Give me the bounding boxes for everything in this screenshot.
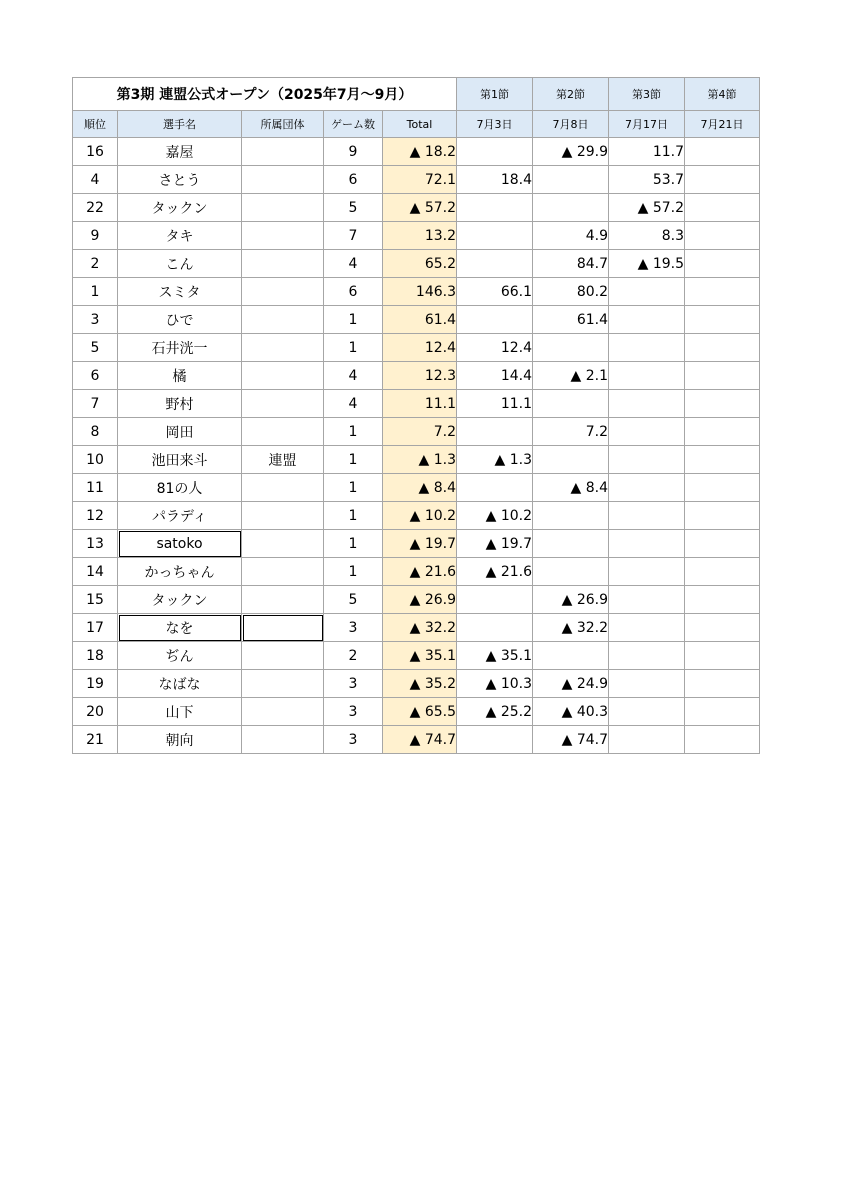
rank-cell: 4 [73,166,118,194]
team-cell [242,138,324,166]
team-cell [242,390,324,418]
date-4-score-cell [685,446,760,474]
games-cell: 6 [324,166,383,194]
total-cell: ▲ 35.1 [383,642,457,670]
team-cell [242,670,324,698]
rank-cell: 13 [73,530,118,558]
team-cell [242,502,324,530]
table-row [73,642,760,670]
rank-cell: 12 [73,502,118,530]
date-3-score-cell [609,334,685,362]
date-4-score-cell [685,726,760,754]
table-row [73,278,760,306]
table-row [73,698,760,726]
rank-cell: 21 [73,726,118,754]
team-cell [242,698,324,726]
team-cell [242,278,324,306]
date-1-score-cell [457,474,533,502]
team-cell [242,726,324,754]
table-row [73,614,760,642]
player-name-cell: タックン [118,586,242,614]
team-cell [242,306,324,334]
games-cell: 3 [324,726,383,754]
total-cell: ▲ 57.2 [383,194,457,222]
rank-cell: 17 [73,614,118,642]
total-cell: 13.2 [383,222,457,250]
total-cell: 12.3 [383,362,457,390]
date-3-score-cell [609,474,685,502]
team-cell [242,530,324,558]
games-cell: 3 [324,614,383,642]
date-1-score-cell [457,586,533,614]
date-4-score-cell [685,362,760,390]
date-3-score-cell [609,670,685,698]
date-4-score-cell [685,502,760,530]
rank-cell: 11 [73,474,118,502]
date-3-score-cell [609,390,685,418]
date-1-score-cell [457,194,533,222]
table-row [73,334,760,362]
date-4-score-cell [685,530,760,558]
date-4-score-cell [685,390,760,418]
table-row [73,222,760,250]
date-3-score-cell [609,446,685,474]
games-cell: 2 [324,642,383,670]
date-4-score-cell [685,278,760,306]
header-total: Total [383,111,457,138]
date-1-score-cell [457,250,533,278]
date-1-score-cell [457,138,533,166]
player-name-cell: ぢん [118,642,242,670]
date-4-score-cell [685,586,760,614]
date-2-score-cell: ▲ 24.9 [533,670,609,698]
rank-cell: 16 [73,138,118,166]
date-3-score-cell [609,502,685,530]
team-cell [242,194,324,222]
date-1-score-cell: 11.1 [457,390,533,418]
table-row [73,166,760,194]
player-name-cell: 池田来斗 [118,446,242,474]
team-cell [242,558,324,586]
date-1-score-cell [457,306,533,334]
rank-cell: 9 [73,222,118,250]
player-name-cell: 岡田 [118,418,242,446]
date-2-score-cell [533,194,609,222]
rank-cell: 5 [73,334,118,362]
team-cell [242,166,324,194]
date-2-score-cell [533,166,609,194]
total-cell: ▲ 8.4 [383,474,457,502]
table-row [73,250,760,278]
table-row [73,558,760,586]
total-cell: 7.2 [383,418,457,446]
table-row [73,530,760,558]
date-4-score-cell [685,194,760,222]
date-4-score-cell [685,250,760,278]
header-date-3: 7月17日 [609,111,685,138]
team-cell [242,250,324,278]
total-cell: 146.3 [383,278,457,306]
date-3-score-cell: ▲ 57.2 [609,194,685,222]
player-name-cell: 野村 [118,390,242,418]
games-cell: 1 [324,558,383,586]
team-cell [242,418,324,446]
player-name-cell: 石井洸一 [118,334,242,362]
games-cell: 9 [324,138,383,166]
date-1-score-cell: 14.4 [457,362,533,390]
player-name-cell: 81の人 [118,474,242,502]
date-4-score-cell [685,138,760,166]
total-cell: 61.4 [383,306,457,334]
games-cell: 5 [324,194,383,222]
total-cell: ▲ 74.7 [383,726,457,754]
player-name-cell: タキ [118,222,242,250]
total-cell: ▲ 18.2 [383,138,457,166]
team-cell [242,614,324,642]
total-cell: ▲ 32.2 [383,614,457,642]
team-cell [242,586,324,614]
rank-cell: 18 [73,642,118,670]
date-3-score-cell [609,306,685,334]
rank-cell: 2 [73,250,118,278]
date-4-score-cell [685,670,760,698]
date-2-score-cell [533,390,609,418]
date-2-score-cell: 80.2 [533,278,609,306]
date-2-score-cell: ▲ 8.4 [533,474,609,502]
section-2-header: 第2節 [533,78,609,111]
date-3-score-cell: 53.7 [609,166,685,194]
section-4-header: 第4節 [685,78,760,111]
date-4-score-cell [685,306,760,334]
date-3-score-cell [609,726,685,754]
player-name-cell: なばな [118,670,242,698]
date-4-score-cell [685,418,760,446]
player-name-cell: ひで [118,306,242,334]
player-name-cell: 橘 [118,362,242,390]
date-2-score-cell [533,334,609,362]
games-cell: 1 [324,306,383,334]
player-name-cell: 朝向 [118,726,242,754]
team-cell [242,642,324,670]
date-4-score-cell [685,334,760,362]
date-3-score-cell [609,698,685,726]
date-4-score-cell [685,614,760,642]
header-games: ゲーム数 [324,111,383,138]
table-row [73,446,760,474]
games-cell: 1 [324,530,383,558]
date-2-score-cell [533,642,609,670]
date-3-score-cell [609,278,685,306]
rank-cell: 10 [73,446,118,474]
table-row [73,474,760,502]
header-team: 所属団体 [242,111,324,138]
date-3-score-cell: 8.3 [609,222,685,250]
games-cell: 1 [324,502,383,530]
standings-table [72,77,760,754]
date-4-score-cell [685,474,760,502]
games-cell: 4 [324,362,383,390]
section-1-header: 第1節 [457,78,533,111]
date-2-score-cell: ▲ 32.2 [533,614,609,642]
date-4-score-cell [685,222,760,250]
date-3-score-cell [609,418,685,446]
date-2-score-cell [533,446,609,474]
date-1-score-cell: ▲ 10.2 [457,502,533,530]
team-cell [242,334,324,362]
team-cell: 連盟 [242,446,324,474]
player-name-cell: さとう [118,166,242,194]
player-name-cell: 山下 [118,698,242,726]
games-cell: 3 [324,670,383,698]
date-1-score-cell [457,614,533,642]
date-1-score-cell: ▲ 21.6 [457,558,533,586]
games-cell: 1 [324,334,383,362]
date-1-score-cell: ▲ 1.3 [457,446,533,474]
date-3-score-cell: 11.7 [609,138,685,166]
date-2-score-cell [533,530,609,558]
date-2-score-cell: ▲ 2.1 [533,362,609,390]
rank-cell: 3 [73,306,118,334]
games-cell: 6 [324,278,383,306]
rank-cell: 15 [73,586,118,614]
date-4-score-cell [685,166,760,194]
player-name-cell: かっちゃん [118,558,242,586]
table-row [73,502,760,530]
table-row [73,726,760,754]
date-2-score-cell: 84.7 [533,250,609,278]
date-3-score-cell [609,558,685,586]
header-date-1: 7月3日 [457,111,533,138]
team-cell [242,474,324,502]
games-cell: 1 [324,446,383,474]
games-cell: 1 [324,474,383,502]
table-row [73,194,760,222]
total-cell: 72.1 [383,166,457,194]
date-3-score-cell [609,362,685,390]
title-row [73,78,760,111]
games-cell: 3 [324,698,383,726]
date-1-score-cell [457,222,533,250]
table-row [73,670,760,698]
header-row [73,111,760,138]
games-cell: 1 [324,418,383,446]
player-name-cell: こん [118,250,242,278]
total-cell: ▲ 35.2 [383,670,457,698]
total-cell: ▲ 1.3 [383,446,457,474]
team-cell [242,222,324,250]
date-1-score-cell: ▲ 25.2 [457,698,533,726]
total-cell: 12.4 [383,334,457,362]
team-cell [242,362,324,390]
total-cell: ▲ 26.9 [383,586,457,614]
date-2-score-cell [533,502,609,530]
date-1-score-cell: ▲ 10.3 [457,670,533,698]
table-row [73,138,760,166]
date-2-score-cell: ▲ 26.9 [533,586,609,614]
section-3-header: 第3節 [609,78,685,111]
date-2-score-cell: ▲ 29.9 [533,138,609,166]
player-name-cell: パラディ [118,502,242,530]
date-3-score-cell [609,614,685,642]
table-row [73,362,760,390]
rank-cell: 14 [73,558,118,586]
date-1-score-cell: ▲ 19.7 [457,530,533,558]
date-2-score-cell: 7.2 [533,418,609,446]
total-cell: ▲ 65.5 [383,698,457,726]
header-date-2: 7月8日 [533,111,609,138]
player-name-cell: 嘉屋 [118,138,242,166]
date-2-score-cell: 61.4 [533,306,609,334]
header-rank: 順位 [73,111,118,138]
date-4-score-cell [685,642,760,670]
date-4-score-cell [685,558,760,586]
rank-cell: 19 [73,670,118,698]
header-player-name: 選手名 [118,111,242,138]
games-cell: 7 [324,222,383,250]
table-row [73,390,760,418]
date-2-score-cell [533,558,609,586]
date-4-score-cell [685,698,760,726]
total-cell: ▲ 10.2 [383,502,457,530]
table-row [73,418,760,446]
table-title: 第3期 連盟公式オープン（2025年7月～9月） [73,78,457,111]
player-name-cell: タックン [118,194,242,222]
player-name-cell: なを [118,614,242,642]
games-cell: 5 [324,586,383,614]
games-cell: 4 [324,390,383,418]
player-name-cell: スミタ [118,278,242,306]
total-cell: ▲ 21.6 [383,558,457,586]
rank-cell: 1 [73,278,118,306]
total-cell: ▲ 19.7 [383,530,457,558]
date-1-score-cell: 66.1 [457,278,533,306]
rank-cell: 7 [73,390,118,418]
date-2-score-cell: ▲ 40.3 [533,698,609,726]
date-1-score-cell: 12.4 [457,334,533,362]
rank-cell: 8 [73,418,118,446]
date-2-score-cell: 4.9 [533,222,609,250]
date-3-score-cell [609,642,685,670]
date-2-score-cell: ▲ 74.7 [533,726,609,754]
rank-cell: 20 [73,698,118,726]
total-cell: 65.2 [383,250,457,278]
table-row [73,306,760,334]
date-3-score-cell: ▲ 19.5 [609,250,685,278]
date-1-score-cell [457,726,533,754]
games-cell: 4 [324,250,383,278]
date-1-score-cell: 18.4 [457,166,533,194]
player-name-cell: satoko [118,530,242,558]
header-date-4: 7月21日 [685,111,760,138]
rank-cell: 6 [73,362,118,390]
date-1-score-cell: ▲ 35.1 [457,642,533,670]
rank-cell: 22 [73,194,118,222]
total-cell: 11.1 [383,390,457,418]
date-1-score-cell [457,418,533,446]
table-row [73,586,760,614]
date-3-score-cell [609,530,685,558]
date-3-score-cell [609,586,685,614]
